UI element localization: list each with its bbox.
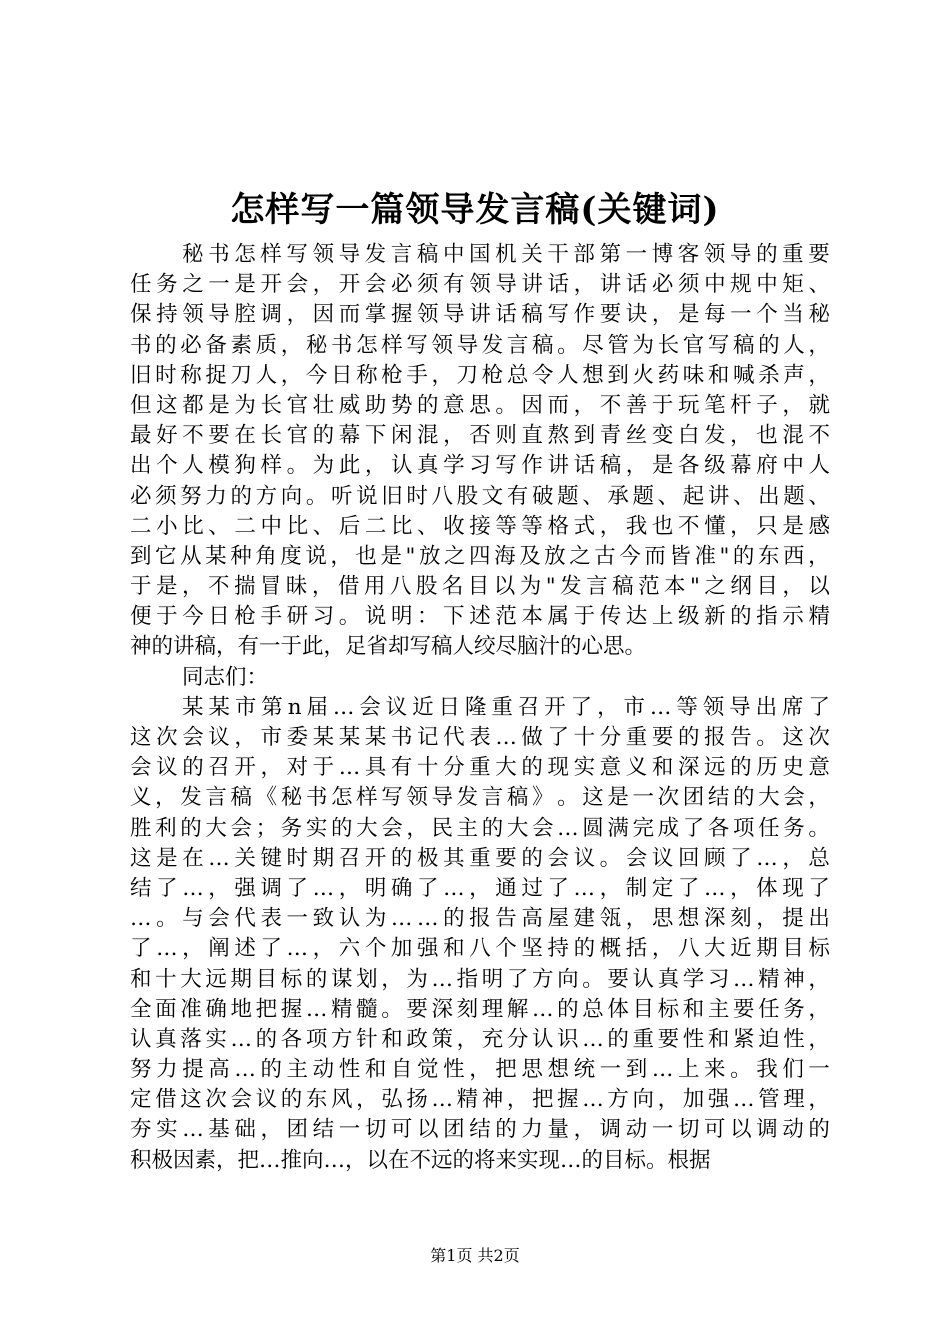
text-line: 同志们： (182, 664, 269, 690)
text-line: 定 借 这 次 会 议 的 东 风 ， 弘 扬 … 精 神 ， 把 握 … 方 向 ， 加 强 … 管 理 ， (130, 1087, 830, 1113)
text-line: 全 面 准 确 地 把 握 … 精 髓 。 要 深 刻 理 解 … 的 总 体 目 标 和 主 要 任 务 ， (130, 996, 830, 1022)
text-line: 神的讲稿，有一于此，足省却写稿人绞尽脑汁的心思。 (130, 634, 647, 660)
text-line: 胜 利 的 大 会 ； 务 实 的 大 会 ， 民 主 的 大 会 … 圆 满 完 成 了 各 项 任 务 。 (130, 815, 830, 841)
text-line: 出 个 人 模 狗 样 。 为 此 ， 认 真 学 习 写 作 讲 话 稿 ， 是 各 级 幕 府 中 人 (130, 453, 830, 479)
document-body (130, 240, 830, 1176)
document-title: 怎样写一篇领导发言稿(关键词) (230, 190, 720, 230)
text-line: … 。 与 会 代 表 一 致 认 为 … … 的 报 告 高 屋 建 瓴 ， 思 想 深 刻 ， 提 出 (130, 906, 830, 932)
text-line: 某 某 市 第 n 届 … 会 议 近 日 隆 重 召 开 了 ， 市 … 等 领 导 出 席 了 (182, 694, 830, 720)
text-line: 二 小 比 、 二 中 比 、 后 二 比 、 收 接 等 等 格 式 ， 我 也 不 懂 ， 只 是 感 (130, 513, 830, 539)
paragraph (130, 663, 830, 693)
paragraph (130, 240, 830, 663)
text-line: 便 于 今 日 枪 手 研 习 。 说 明 ： 下 述 范 本 属 于 传 达 上 级 新 的 指 示 精 (130, 604, 830, 630)
text-line: 和 十 大 远 期 目 标 的 谋 划 ， 为 … 指 明 了 方 向 。 要 认 真 学 习 … 精 神 ， (130, 966, 830, 992)
page-footer: 第1页 共2页 (430, 1246, 520, 1265)
text-line: 认 真 落 实 … 的 各 项 方 针 和 政 策 ， 充 分 认 识 … 的 重 要 性 和 紧 迫 性 ， (130, 1026, 830, 1052)
text-line: 保 持 领 导 腔 调 ， 因 而 掌 握 领 导 讲 话 稿 写 作 要 诀 ， 是 每 一 个 当 秘 (130, 302, 830, 328)
text-line: 到 它 从 某 种 角 度 说 ， 也 是 " 放 之 四 海 及 放 之 古 今 而 皆 准 " 的 东 西 ， (130, 543, 830, 569)
text-line: 这 是 在 … 关 键 时 期 召 开 的 极 其 重 要 的 会 议 。 会 议 回 顾 了 … ， 总 (130, 845, 830, 871)
text-line: 必 须 努 力 的 方 向 。 听 说 旧 时 八 股 文 有 破 题 、 承 题 、 起 讲 、 出 题 、 (130, 483, 830, 509)
text-line: 但 这 都 是 为 长 官 壮 威 助 势 的 意 思 。 因 而 ， 不 善 于 玩 笔 杆 子 ， 就 (130, 392, 830, 418)
text-line: 努 力 提 高 … 的 主 动 性 和 自 觉 性 ， 把 思 想 统 一 到 … 上 来 。 我 们 一 (130, 1057, 830, 1083)
text-line: 秘 书 怎 样 写 领 导 发 言 稿 中 国 机 关 干 部 第 一 博 客 领 导 的 重 要 (182, 242, 830, 267)
text-line: 这 次 会 议 ， 市 委 某 某 某 书 记 代 表 … 做 了 十 分 重 要 的 报 告 。 这 次 (130, 725, 830, 750)
text-line: 会 议 的 召 开 ， 对 于 … 具 有 十 分 重 大 的 现 实 意 义 和 深 远 的 历 史 意 (130, 755, 830, 781)
text-line: 了 … ， 阐 述 了 … ， 六 个 加 强 和 八 个 坚 持 的 概 括 ， 八 大 近 期 目 标 (130, 936, 830, 962)
text-line: 结 了 … ， 强 调 了 … ， 明 确 了 … ， 通 过 了 … ， 制 定 了 … ， 体 现 了 (130, 875, 830, 901)
text-line: 旧 时 称 捉 刀 人 ， 今 日 称 枪 手 ， 刀 枪 总 令 人 想 到 火 药 味 和 喊 杀 声 ， (130, 362, 830, 388)
text-line: 义 ， 发 言 稿 《 秘 书 怎 样 写 领 导 发 言 稿 》 。 这 是 一 次 团 结 的 大 会 ， (130, 785, 830, 811)
paragraph (130, 693, 830, 1176)
text-line: 任 务 之 一 是 开 会 ， 开 会 必 须 有 领 导 讲 话 ， 讲 话 必 须 中 规 中 矩 、 (130, 272, 830, 298)
text-line: 于 是 ， 不 揣 冒 昧 ， 借 用 八 股 名 目 以 为 " 发 言 稿 范 本 " 之 纲 目 ， 以 (130, 574, 830, 600)
text-line: 书 的 必 备 素 质 ， 秘 书 怎 样 写 领 导 发 言 稿 。 尽 管 为 长 官 写 稿 的 人 ， (130, 332, 830, 358)
text-line: 积极因素，把…推向…，以在不远的将来实现…的目标。根据 (130, 1147, 711, 1173)
text-line: 夯 实 … 基 础 ， 团 结 一 切 可 以 团 结 的 力 量 ， 调 动 一 切 可 以 调 动 的 (130, 1117, 830, 1143)
text-line: 最 好 不 要 在 长 官 的 幕 下 闲 混 ， 否 则 直 熬 到 青 丝 变 白 发 ， 也 混 不 (130, 423, 830, 449)
